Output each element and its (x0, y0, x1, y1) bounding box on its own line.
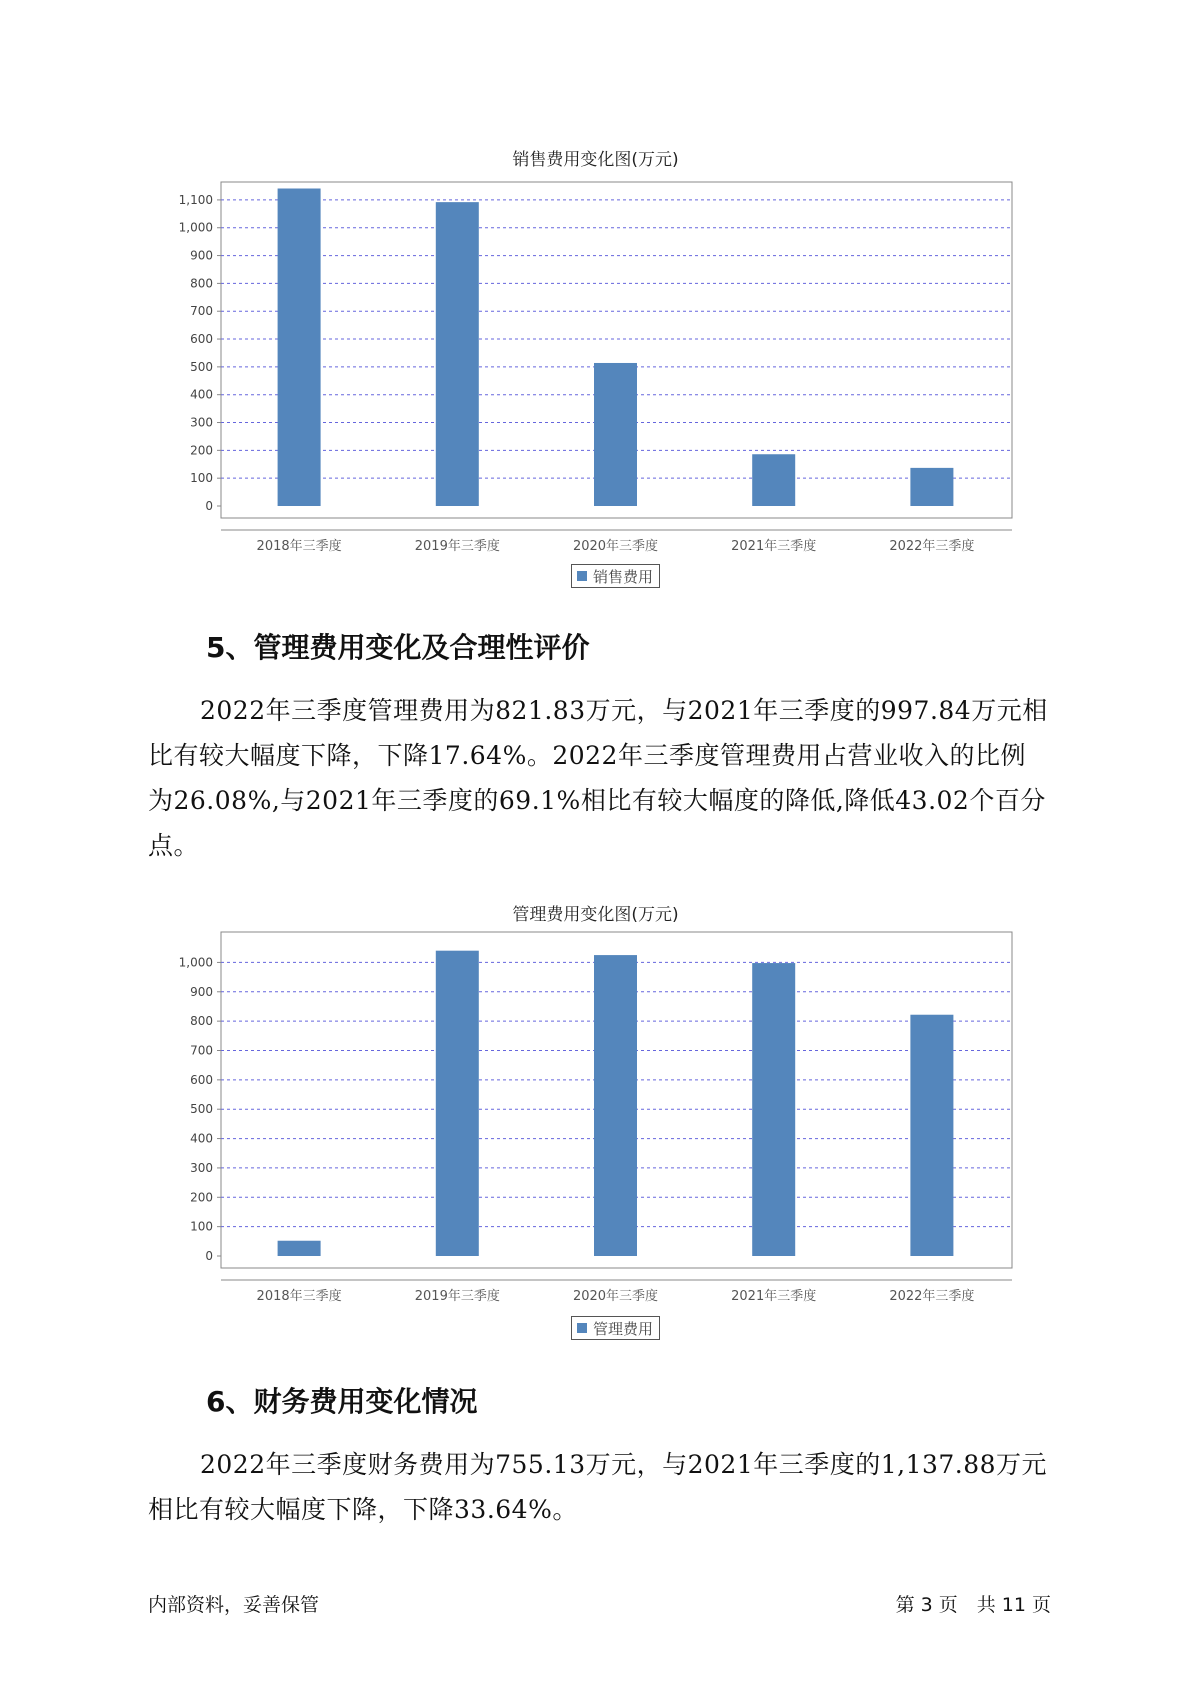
y-tick-label: 600 (190, 332, 213, 347)
chart-title-sales: 销售费用变化图(万元) (512, 150, 679, 170)
y-tick-label: 700 (190, 304, 213, 319)
bar (752, 963, 795, 1256)
x-tick-label: 2018年三季度 (256, 1289, 342, 1304)
section-paragraph-5: 2022年三季度管理费用为821.83万元，与2021年三季度的997.84万元相比有较大幅度下降，下降17.64%。2022年三季度管理费用占营业收入的比例为26.08%,与2021年三季度的69.1%相比有较大幅度的降低,降低43.02个百分点。 (148, 696, 1048, 860)
legend-swatch-icon (577, 571, 587, 581)
y-tick-label: 1,000 (178, 220, 213, 235)
section-heading-6: 6、财务费用变化情况 (206, 1385, 478, 1418)
x-tick-label: 2021年三季度 (731, 1289, 817, 1304)
bar (910, 468, 953, 506)
x-tick-label: 2021年三季度 (731, 539, 817, 554)
x-tick-label: 2019年三季度 (414, 1289, 500, 1304)
bar (594, 955, 637, 1256)
bar (594, 363, 637, 506)
legend-label: 管理费用 (593, 1319, 654, 1338)
y-tick-label: 0 (205, 499, 213, 513)
x-tick-label: 2018年三季度 (256, 539, 342, 554)
chart-legend-sales (571, 564, 660, 588)
legend-swatch-icon (577, 1323, 587, 1333)
y-tick-label: 200 (190, 1190, 213, 1205)
section-heading-5: 5、管理费用变化及合理性评价 (206, 631, 590, 664)
y-tick-label: 100 (190, 471, 213, 486)
y-tick-label: 500 (190, 1102, 213, 1117)
x-tick-label: 2020年三季度 (572, 539, 659, 554)
bar (278, 189, 321, 506)
y-tick-label: 300 (190, 415, 213, 430)
section-paragraph-6: 2022年三季度财务费用为755.13万元，与2021年三季度的1,137.88万元相比有较大幅度下降，下降33.64%。 (148, 1450, 1048, 1524)
y-tick-label: 900 (190, 248, 213, 263)
y-tick-label: 500 (190, 359, 213, 374)
y-tick-label: 200 (190, 443, 213, 458)
chart-legend-management (571, 1316, 660, 1340)
chart-sales-expense (0, 180, 1191, 580)
legend-label: 销售费用 (593, 567, 654, 586)
y-tick-label: 1,100 (178, 192, 213, 207)
y-tick-label: 900 (190, 984, 213, 999)
y-tick-label: 400 (190, 1131, 213, 1146)
chart-management-expense (0, 930, 1191, 1330)
y-tick-label: 800 (190, 1014, 213, 1029)
x-tick-label: 2019年三季度 (414, 539, 500, 554)
y-tick-label: 0 (205, 1249, 213, 1263)
y-tick-label: 300 (190, 1160, 213, 1175)
y-tick-label: 400 (190, 387, 213, 402)
y-tick-label: 100 (190, 1219, 213, 1234)
chart-title-management: 管理费用变化图(万元) (512, 905, 679, 925)
x-tick-label: 2022年三季度 (889, 539, 975, 554)
bar (752, 454, 795, 506)
footer-page-number: 第 3 页 共 11 页 (895, 1594, 1051, 1616)
footer-confidential-note: 内部资料，妥善保管 (148, 1594, 320, 1616)
y-tick-label: 800 (190, 276, 213, 291)
x-tick-label: 2022年三季度 (889, 1289, 975, 1304)
y-tick-label: 700 (190, 1043, 213, 1058)
bar (278, 1241, 321, 1256)
y-tick-label: 600 (190, 1072, 213, 1087)
bar (436, 202, 479, 506)
y-tick-label: 1,000 (178, 955, 213, 970)
bar (910, 1015, 953, 1256)
x-tick-label: 2020年三季度 (572, 1289, 659, 1304)
bar (436, 951, 479, 1256)
